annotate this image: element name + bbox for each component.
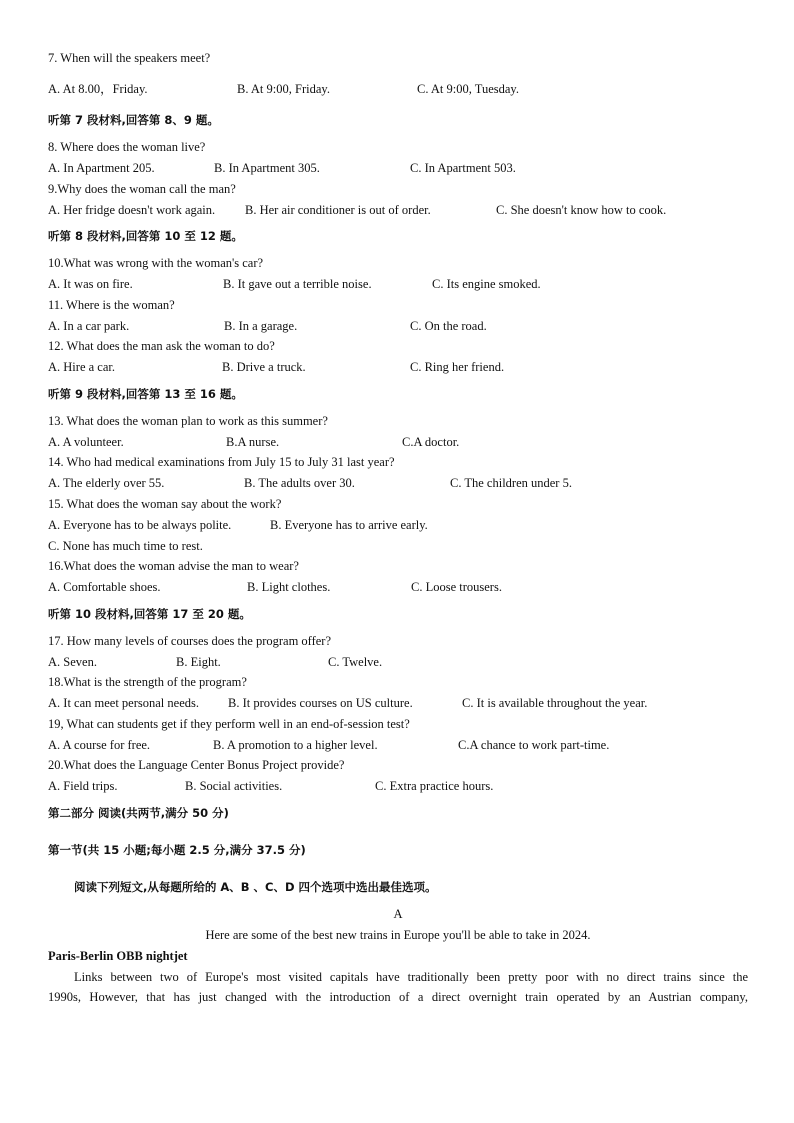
part-two-section-one-heading: 第一节(共 15 小题;每小题 2.5 分,满分 37.5 分)	[48, 843, 306, 858]
option-b: B. In a garage.	[224, 318, 298, 333]
option-c: C.A doctor.	[402, 434, 460, 449]
question-14: 14. Who had medical examinations from July 15 to July 31 last year?	[48, 455, 395, 470]
question-11-options	[48, 316, 748, 337]
option-c: C.A chance to work part-time.	[458, 737, 610, 752]
option-c: C. On the road.	[410, 318, 487, 333]
option-a: A. Seven.	[48, 654, 97, 669]
question-12-options	[48, 357, 748, 378]
option-c: C. It is available throughout the year.	[462, 696, 648, 711]
question-8: 8. Where does the woman live?	[48, 140, 206, 155]
question-15: 15. What does the woman say about the work?	[48, 496, 282, 511]
passage-heading: Paris-Berlin OBB nightjet	[48, 948, 188, 963]
option-b: B. It gave out a terrible noise.	[223, 276, 372, 291]
exam-page	[48, 48, 748, 1008]
question-13: 13. What does the woman plan to work as this summer?	[48, 413, 328, 428]
question-10-options	[48, 274, 748, 295]
option-b: B. Light clothes.	[247, 580, 331, 595]
option-a: A. Field trips.	[48, 779, 118, 794]
question-8-options	[48, 158, 748, 179]
option-c: C. Extra practice hours.	[375, 779, 494, 794]
option-c: C. She doesn't know how to cook.	[496, 202, 667, 217]
question-18: 18.What is the strength of the program?	[48, 675, 247, 690]
question-18-options	[48, 693, 748, 714]
option-a: A. Comfortable shoes.	[48, 580, 161, 595]
option-c: C. Twelve.	[328, 654, 383, 669]
option-b: B. Eight.	[176, 654, 221, 669]
question-19-options	[48, 735, 748, 756]
question-12: 12. What does the man ask the woman to do?	[48, 339, 275, 354]
question-7-options	[48, 79, 748, 100]
passage-paragraph-line-1: Links between two of Europe's most visited capitals have traditionally been pretty poor with no direct trains since the	[74, 969, 748, 984]
question-17: 17. How many levels of courses does the program offer?	[48, 633, 332, 648]
question-9: 9.Why does the woman call the man?	[48, 181, 236, 196]
option-c: C. Ring her friend.	[410, 360, 505, 375]
question-20-options	[48, 776, 748, 797]
option-c: C. The children under 5.	[450, 476, 572, 491]
option-a: A. In Apartment 205.	[48, 160, 155, 175]
question-16: 16.What does the woman advise the man to wear?	[48, 559, 299, 574]
section-heading-9: 听第 9 段材料,回答第 13 至 16 题。	[48, 386, 243, 401]
reading-instruction: 阅读下列短文,从每题所给的 A、B 、C、D 四个选项中选出最佳选项。	[74, 880, 437, 895]
option-b: B. A promotion to a higher level.	[213, 737, 378, 752]
option-a: A. The elderly over 55.	[48, 476, 165, 491]
question-15-option-c: C. None has much time to rest.	[48, 538, 203, 553]
section-heading-8: 听第 8 段材料,回答第 10 至 12 题。	[48, 229, 243, 244]
section-heading-10: 听第 10 段材料,回答第 17 至 20 题。	[48, 606, 251, 621]
question-7: 7. When will the speakers meet?	[48, 51, 211, 65]
option-a: A. It was on fire.	[48, 276, 133, 291]
option-c: C. Loose trousers.	[411, 580, 502, 595]
question-14-options	[48, 473, 748, 494]
question-15-options	[48, 515, 748, 536]
option-c: C. Its engine smoked.	[432, 276, 541, 291]
option-a: A. In a car park.	[48, 318, 130, 333]
option-b: B. Social activities.	[185, 779, 283, 794]
option-b: B. Everyone has to arrive early.	[270, 517, 428, 532]
section-heading-7: 听第 7 段材料,回答第 8、9 题。	[48, 113, 219, 128]
option-b: B. It provides courses on US culture.	[228, 696, 413, 711]
option-c: C. At 9:00, Tuesday.	[417, 82, 519, 97]
option-b: B. Drive a truck.	[222, 360, 306, 375]
option-a: A. Everyone has to be always polite.	[48, 517, 232, 532]
option-b: B. At 9:00, Friday.	[237, 82, 330, 97]
passage-paragraph-line-2: 1990s, However, that has just changed with the introduction of a direct overnight train operated by an Austrian company,	[48, 990, 748, 1005]
option-a: A. Her fridge doesn't work again.	[48, 202, 216, 217]
part-two-heading: 第二部分 阅读(共两节,满分 50 分)	[48, 806, 229, 821]
question-19: 19, What can students get if they perform well in an end-of-session test?	[48, 716, 410, 731]
option-a: A. A volunteer.	[48, 434, 124, 449]
option-b: B. Her air conditioner is out of order.	[245, 202, 431, 217]
option-a: A. At 8.00，Friday.	[48, 82, 148, 97]
option-b: B. In Apartment 305.	[214, 160, 320, 175]
question-16-options	[48, 577, 748, 598]
passage-intro: Here are some of the best new trains in Europe you'll be able to take in 2024.	[205, 928, 591, 943]
option-b: B. The adults over 30.	[244, 476, 355, 491]
option-c: C. In Apartment 503.	[410, 160, 516, 175]
question-11: 11. Where is the woman?	[48, 297, 175, 312]
question-13-options	[48, 432, 748, 453]
question-9-options	[48, 200, 748, 221]
option-b: B.A nurse.	[226, 434, 280, 449]
question-17-options	[48, 652, 748, 673]
question-10: 10.What was wrong with the woman's car?	[48, 256, 264, 271]
option-a: A. It can meet personal needs.	[48, 696, 199, 711]
option-a: A. A course for free.	[48, 737, 151, 752]
passage-letter: A	[393, 907, 403, 922]
question-20: 20.What does the Language Center Bonus Project provide?	[48, 758, 345, 773]
option-a: A. Hire a car.	[48, 360, 115, 375]
